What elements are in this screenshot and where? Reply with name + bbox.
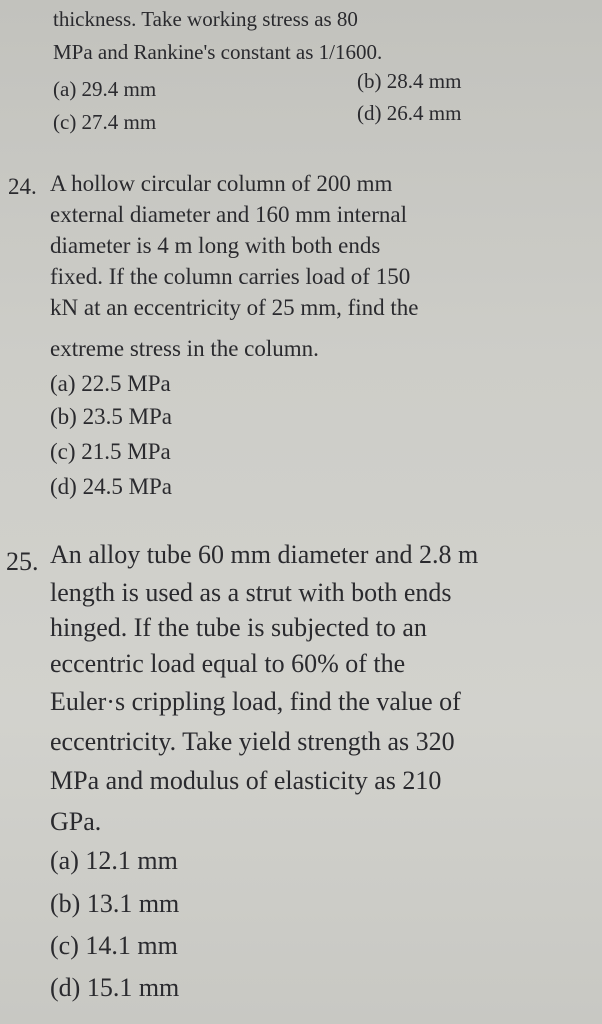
question-24-line-4: fixed. If the column carries load of 150 bbox=[50, 264, 411, 289]
question-25-line-8: GPa. bbox=[50, 807, 102, 836]
question-25-number: 25. bbox=[6, 547, 39, 576]
question-24-number: 24. bbox=[8, 174, 37, 199]
question-24-option-a: (a) 22.5 MPa bbox=[50, 371, 171, 396]
question-25-option-a: (a) 12.1 mm bbox=[50, 846, 178, 875]
question-24-line-5: kN at an eccentricity of 25 mm, find the bbox=[50, 295, 419, 320]
question-23-option-a: (a) 29.4 mm bbox=[53, 77, 157, 101]
question-23-line-1: thickness. Take working stress as 80 bbox=[53, 7, 358, 31]
question-25-line-4: eccentric load equal to 60% of the bbox=[50, 649, 406, 678]
question-25-line-2: length is used as a strut with both ends bbox=[50, 578, 452, 607]
question-24-line-1: A hollow circular column of 200 mm bbox=[50, 171, 393, 196]
question-24-line-2: external diameter and 160 mm internal bbox=[50, 202, 408, 227]
question-25-line-5: Euler·s crippling load, find the value of bbox=[50, 687, 461, 716]
question-23-line-2: MPa and Rankine's constant as 1/1600. bbox=[53, 40, 383, 64]
question-25-line-1: An alloy tube 60 mm diameter and 2.8 m bbox=[50, 540, 479, 569]
question-23-option-b: (b) 28.4 mm bbox=[357, 69, 462, 93]
question-25-option-b: (b) 13.1 mm bbox=[50, 889, 180, 918]
question-25-option-d: (d) 15.1 mm bbox=[50, 973, 180, 1002]
question-24-line-6: extreme stress in the column. bbox=[50, 336, 319, 361]
question-25-line-6: eccentricity. Take yield strength as 320 bbox=[50, 727, 455, 756]
question-24-line-3: diameter is 4 m long with both ends bbox=[50, 233, 381, 258]
question-25-option-c: (c) 14.1 mm bbox=[50, 931, 178, 960]
question-24-option-c: (c) 21.5 MPa bbox=[50, 439, 171, 464]
question-25-line-7: MPa and modulus of elasticity as 210 bbox=[50, 766, 442, 795]
question-24-option-b: (b) 23.5 MPa bbox=[50, 404, 173, 429]
question-25-line-3: hinged. If the tube is subjected to an bbox=[50, 613, 427, 642]
question-23-option-c: (c) 27.4 mm bbox=[53, 110, 157, 134]
question-24-option-d: (d) 24.5 MPa bbox=[50, 474, 173, 499]
question-23-option-d: (d) 26.4 mm bbox=[357, 101, 462, 125]
